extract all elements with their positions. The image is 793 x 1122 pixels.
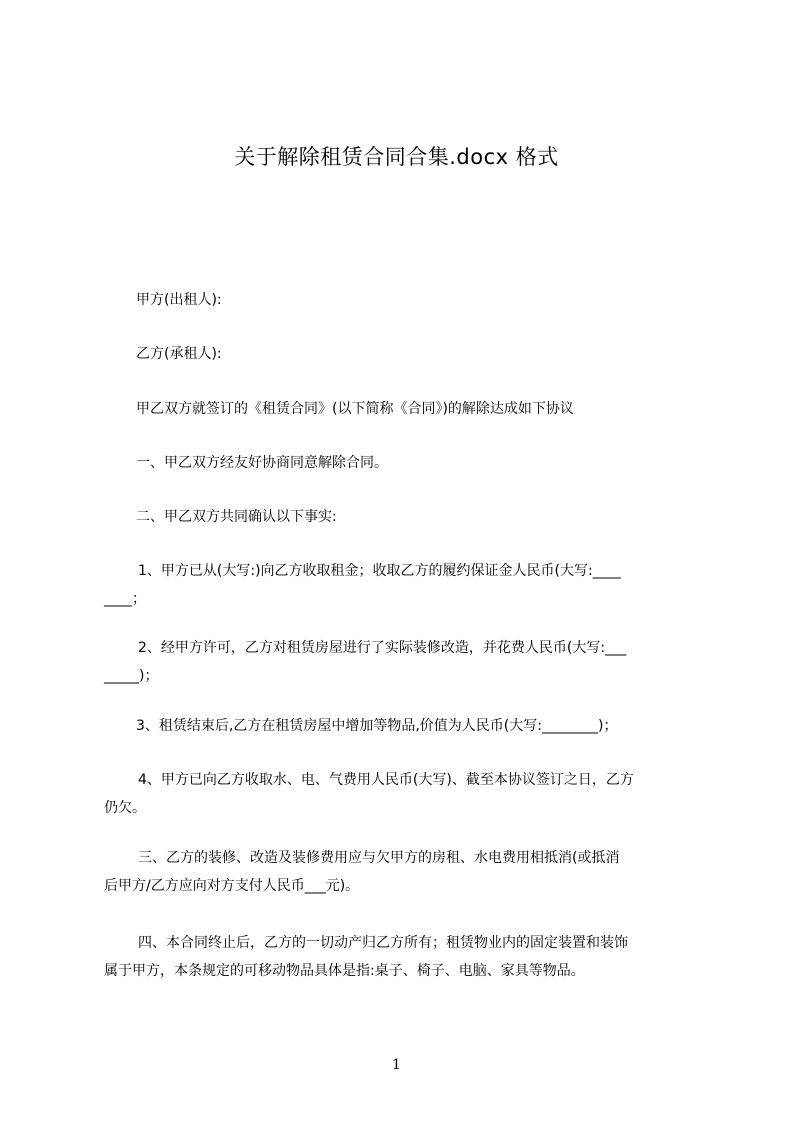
fact-2-line-2: _____)；	[104, 668, 159, 684]
fact-4-paragraph	[104, 766, 634, 822]
fact-1-line-1: 1、甲方已从(大写:)向乙方收取租金；收取乙方的履约保证金人民币(大写:____	[138, 563, 621, 579]
document-title: 关于解除租赁合同合集.docx 格式	[234, 145, 559, 169]
fact-4-line-2: 仍欠。	[104, 800, 146, 816]
clause-3-line-2: 后甲方/乙方应向对方支付人民币___元)。	[104, 878, 360, 894]
fact-1-paragraph	[104, 557, 621, 613]
page-number: 1	[392, 1057, 401, 1073]
party-b-line: 乙方(承租人):	[136, 346, 222, 362]
intro-paragraph: 甲乙双方就签订的《租赁合同》(以下简称《合同》)的解除达成如下协议	[136, 401, 574, 417]
clause-4-paragraph	[104, 929, 628, 985]
clause-1: 一、甲乙双方经友好协商同意解除合同。	[136, 455, 388, 471]
fact-2-paragraph	[104, 634, 626, 690]
clause-4-line-1: 四、本合同终止后，乙方的一切动产归乙方所有；租赁物业内的固定装置和装饰	[138, 935, 628, 951]
clause-4-line-2: 属于甲方，本条规定的可移动物品具体是指:桌子、椅子、电脑、家具等物品。	[104, 963, 585, 979]
party-a-line: 甲方(出租人):	[136, 292, 222, 308]
fact-1-line-2: ____；	[104, 591, 146, 607]
fact-3-paragraph: 3、租赁结束后,乙方在租赁房屋中增加等物品,价值为人民币(大写:________)；	[136, 718, 618, 734]
fact-4-line-1: 4、甲方已向乙方收取水、电、气费用人民币(大写)、截至本协议签订之日，乙方	[138, 772, 634, 788]
fact-2-line-1: 2、经甲方许可，乙方对租赁房屋进行了实际装修改造，并花费人民币(大写:___	[138, 640, 627, 656]
clause-3-line-1: 三、乙方的装修、改造及装修费用应与欠甲方的房租、水电费用相抵消(或抵消	[138, 850, 620, 866]
clause-3-paragraph	[104, 844, 619, 900]
clause-2: 二、甲乙双方共同确认以下事实:	[136, 509, 337, 525]
